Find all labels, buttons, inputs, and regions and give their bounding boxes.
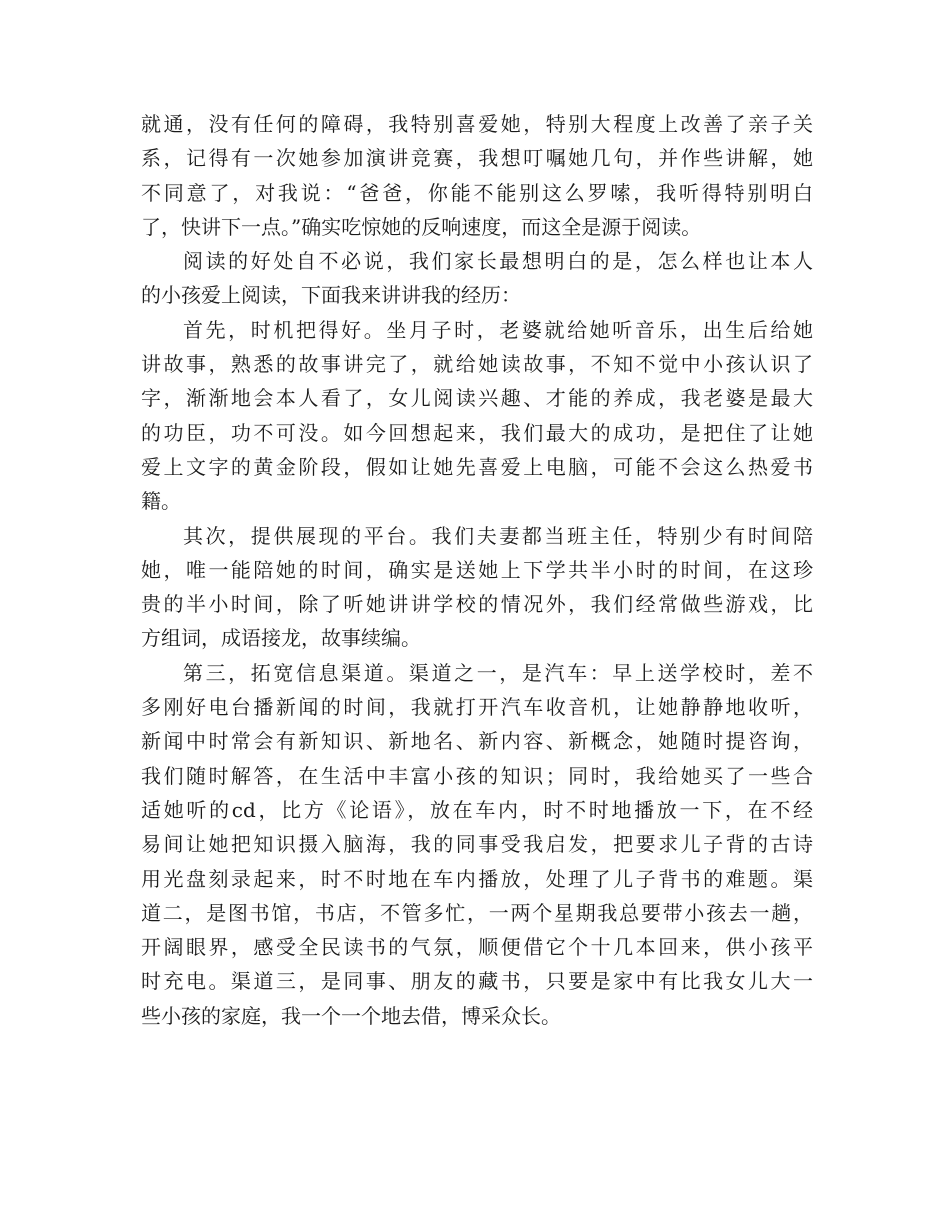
text-line: 她，唯一能陪她的时间，确实是送她上下学共半小时的时间，在这珍 — [141, 557, 813, 582]
text-line: 其次，提供展现的平台。我们夫妻都当班主任，特别少有时间陪 — [183, 523, 813, 548]
text-line: 些小孩的家庭，我一个一个地去借，博采众长。 — [141, 1003, 561, 1028]
text-line: 字，渐渐地会本人看了，女儿阅读兴趣、才能的养成，我老婆是最大 — [141, 386, 813, 411]
text-line: 了，快讲下一点。”确实吃惊她的反响速度，而这全是源于阅读。 — [141, 214, 702, 239]
text-line: 开阔眼界，感受全民读书的气氛，顺便借它个十几本回来，供小孩平 — [141, 935, 813, 960]
text-line: 阅读的好处自不必说，我们家长最想明白的是，怎么样也让本人 — [183, 249, 813, 274]
text-line: 籍。 — [141, 489, 181, 514]
paragraph-5 — [141, 656, 813, 1033]
text-line: 不同意了，对我说：“爸爸，你能不能别这么罗嗦，我听得特别明白 — [141, 180, 813, 205]
text-line: 就通，没有任何的障碍，我特别喜爱她，特别大程度上改善了亲子关 — [141, 112, 813, 136]
text-line: 爱上文字的黄金阶段，假如让她先喜爱上电脑，可能不会这么热爱书 — [141, 454, 813, 479]
paragraph-4 — [141, 519, 813, 656]
paragraph-1 — [141, 107, 813, 244]
text-line: 首先，时机把得好。坐月子时，老婆就给她听音乐，出生后给她 — [183, 317, 813, 342]
text-line: 的小孩爱上阅读，下面我来讲讲我的经历： — [141, 283, 521, 308]
text-line: 多刚好电台播新闻的时间，我就打开汽车收音机，让她静静地收听， — [141, 695, 813, 720]
text-line: 系，记得有一次她参加演讲竞赛，我想叮嘱她几句，并作些讲解，她 — [141, 146, 813, 171]
text-line: 的功臣，功不可没。如今回想起来，我们最大的成功，是把住了让她 — [141, 420, 813, 445]
text-line: 时充电。渠道三，是同事、朋友的藏书，只要是家中有比我女儿大一 — [141, 969, 813, 994]
paragraph-3 — [141, 313, 813, 519]
text-line: 道二，是图书馆，书店，不管多忙，一两个星期我总要带小孩去一趟， — [141, 900, 813, 925]
text-line: 贵的半小时间，除了听她讲讲学校的情况外，我们经常做些游戏，比 — [141, 592, 813, 617]
text-line: 用光盘刻录起来，时不时地在车内播放，处理了儿子背书的难题。渠 — [141, 866, 813, 891]
text-line: 易间让她把知识摄入脑海，我的同事受我启发，把要求儿子背的古诗 — [141, 832, 813, 857]
text-line: 讲故事，熟悉的故事讲完了，就给她读故事，不知不觉中小孩认识了 — [141, 352, 813, 377]
text-line: 适她听的cd，比方《论语》，放在车内，时不时地播放一下，在不经 — [141, 797, 813, 822]
document-body — [141, 107, 813, 1033]
text-line: 方组词，成语接龙，故事续编。 — [141, 626, 421, 651]
text-line: 新闻中时常会有新知识、新地名、新内容、新概念，她随时提咨询， — [141, 729, 813, 754]
text-line: 第三，拓宽信息渠道。渠道之一，是汽车：早上送学校时，差不 — [183, 660, 813, 685]
paragraph-2 — [141, 244, 813, 313]
text-line: 我们随时解答，在生活中丰富小孩的知识；同时，我给她买了一些合 — [141, 763, 813, 788]
